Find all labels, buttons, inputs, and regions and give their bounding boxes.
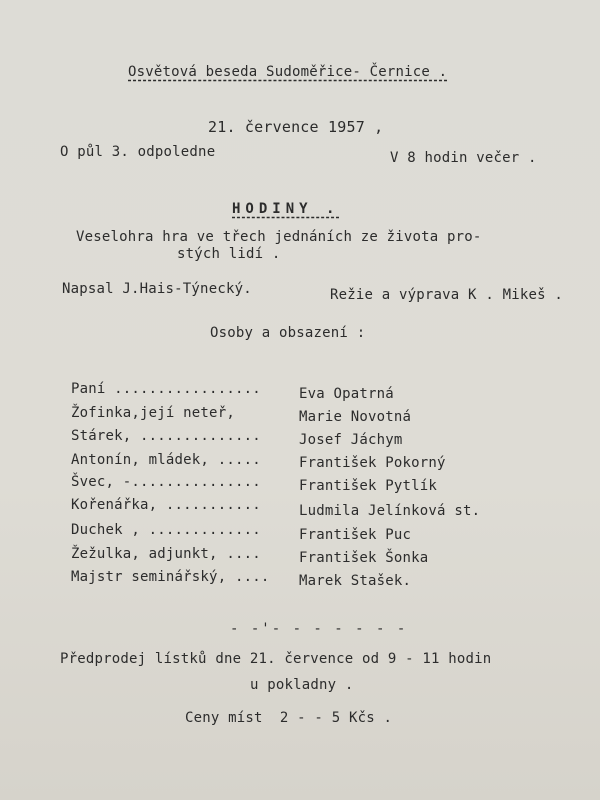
cast-actor: František Šonka — [299, 550, 429, 566]
play-title: HODINY . — [232, 201, 340, 217]
cast-actor: Eva Opatrná — [299, 386, 394, 402]
evening-time: V 8 hodin večer . — [390, 150, 537, 166]
cast-role: Paní ................. — [71, 381, 261, 397]
cast-actor: František Pytlík — [299, 478, 438, 494]
cast-role: Kořenářka, ........... — [71, 497, 261, 513]
direction-credit: Režie a výprava K . Mikeš . — [330, 287, 563, 303]
presale-line-2: u pokladny . — [250, 677, 354, 693]
ticket-prices: Ceny míst 2 - - 5 Kčs . — [185, 710, 393, 726]
cast-actor: Josef Jáchym — [299, 432, 403, 448]
cast-actor: František Puc — [299, 527, 412, 543]
cast-actor: František Pokorný — [299, 455, 446, 471]
cast-role: Žofinka,její neteř, — [71, 405, 235, 421]
cast-role: Švec, -............... — [71, 474, 261, 490]
cast-role: Majstr seminářský, .... — [71, 569, 270, 585]
cast-heading: Osoby a obsazení : — [210, 325, 366, 341]
event-date: 21. července 1957 , — [208, 118, 384, 136]
presale-line-1: Předprodej lístků dne 21. července od 9 - 11 hodin — [60, 651, 492, 667]
organizer-heading: Osvětová beseda Sudoměřice- Černice . — [128, 64, 448, 80]
cast-actor: Marek Stašek. — [299, 573, 412, 589]
cast-role: Antonín, mládek, ..... — [71, 452, 261, 468]
cast-role: Duchek , ............. — [71, 522, 261, 538]
dashed-separator: - -'- - - - - - - — [230, 621, 408, 637]
cast-role: Stárek, .............. — [71, 428, 261, 444]
play-subtitle-line-2: stých lidí . — [177, 246, 281, 262]
cast-actor: Marie Novotná — [299, 409, 412, 425]
afternoon-time: O půl 3. odpoledne — [60, 144, 216, 160]
cast-role: Žežulka, adjunkt, .... — [71, 546, 261, 562]
play-subtitle-line-1: Veselohra hra ve třech jednáních ze života pro- — [76, 229, 482, 245]
author-credit: Napsal J.Hais-Týnecký. — [62, 281, 252, 297]
cast-actor: Ludmila Jelínková st. — [299, 503, 481, 519]
